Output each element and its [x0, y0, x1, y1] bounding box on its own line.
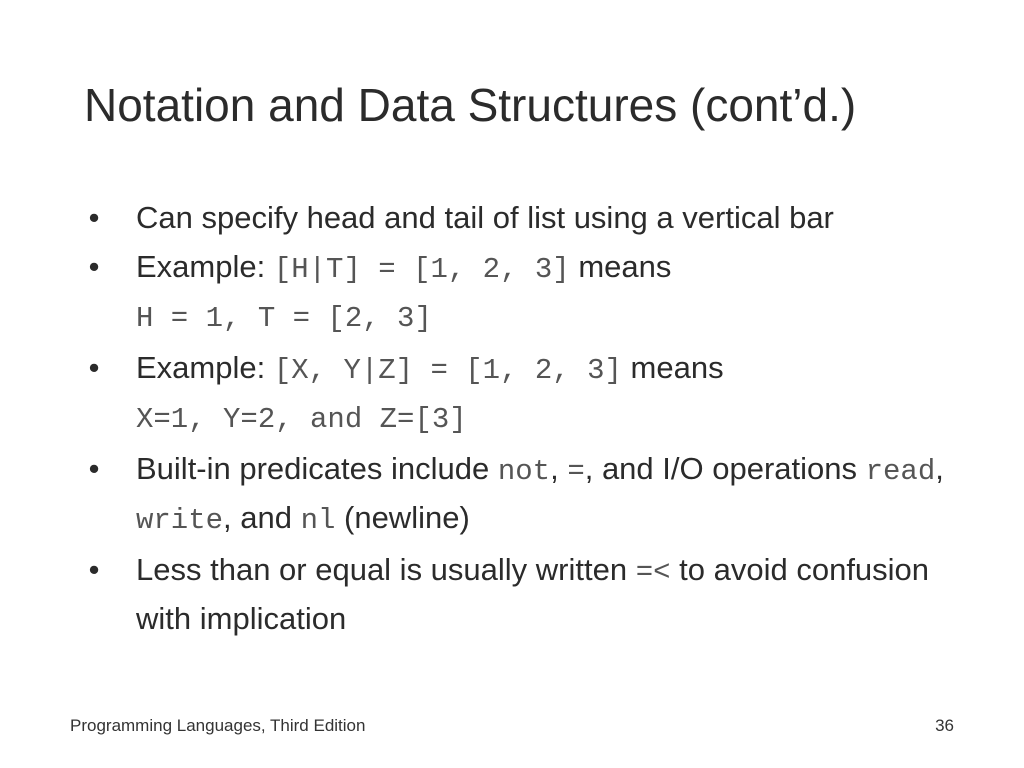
bullet-item-builtin-predicates: [84, 446, 964, 544]
bullet-dot: •: [88, 350, 100, 385]
code-less-equal: =<: [635, 556, 671, 589]
bullet-item-example-1: [84, 244, 964, 342]
code-result: X=1, Y=2, and Z=[3]: [136, 403, 467, 436]
bullet-dot: •: [88, 552, 100, 587]
bullet-dot: •: [88, 249, 100, 284]
page-number: 36: [935, 716, 954, 735]
bullet-dot: •: [88, 451, 100, 486]
bullet-item-head-tail: [84, 195, 964, 241]
code-result: H = 1, T = [2, 3]: [136, 302, 432, 335]
code-read: read: [865, 455, 936, 488]
code-snippet: [X, Y|Z] = [1, 2, 3]: [273, 354, 622, 387]
bullet-item-less-equal: [84, 547, 964, 642]
code-write: write: [136, 504, 224, 537]
means-text: means: [621, 350, 724, 385]
example-label: Example:: [136, 249, 274, 284]
bullet-text: Built-in predicates include: [136, 451, 498, 486]
means-text: means: [569, 249, 672, 284]
bullet-text: , and I/O operations: [584, 451, 866, 486]
footer-book-title: Programming Languages, Third Edition: [70, 716, 366, 735]
slide-title: Notation and Data Structures (cont’d.): [84, 79, 857, 131]
bullet-text: ,: [935, 451, 944, 486]
bullet-text: to avoid confusion with implication: [136, 552, 930, 636]
example-label: Example:: [136, 350, 274, 385]
bullet-text: ,: [550, 451, 568, 486]
bullet-text: Can specify head and tail of list using a vertical bar: [136, 200, 834, 235]
code-snippet: [H|T] = [1, 2, 3]: [273, 253, 570, 286]
code-not: not: [497, 455, 551, 488]
bullet-text: Less than or equal is usually written: [136, 552, 636, 587]
bullet-item-example-2: [84, 345, 964, 443]
bullet-list: [84, 195, 964, 645]
bullet-text: , and: [223, 500, 301, 535]
code-nl: nl: [300, 504, 336, 537]
bullet-dot: •: [88, 200, 100, 235]
bullet-text: (newline): [335, 500, 470, 535]
code-equals: =: [567, 455, 585, 488]
